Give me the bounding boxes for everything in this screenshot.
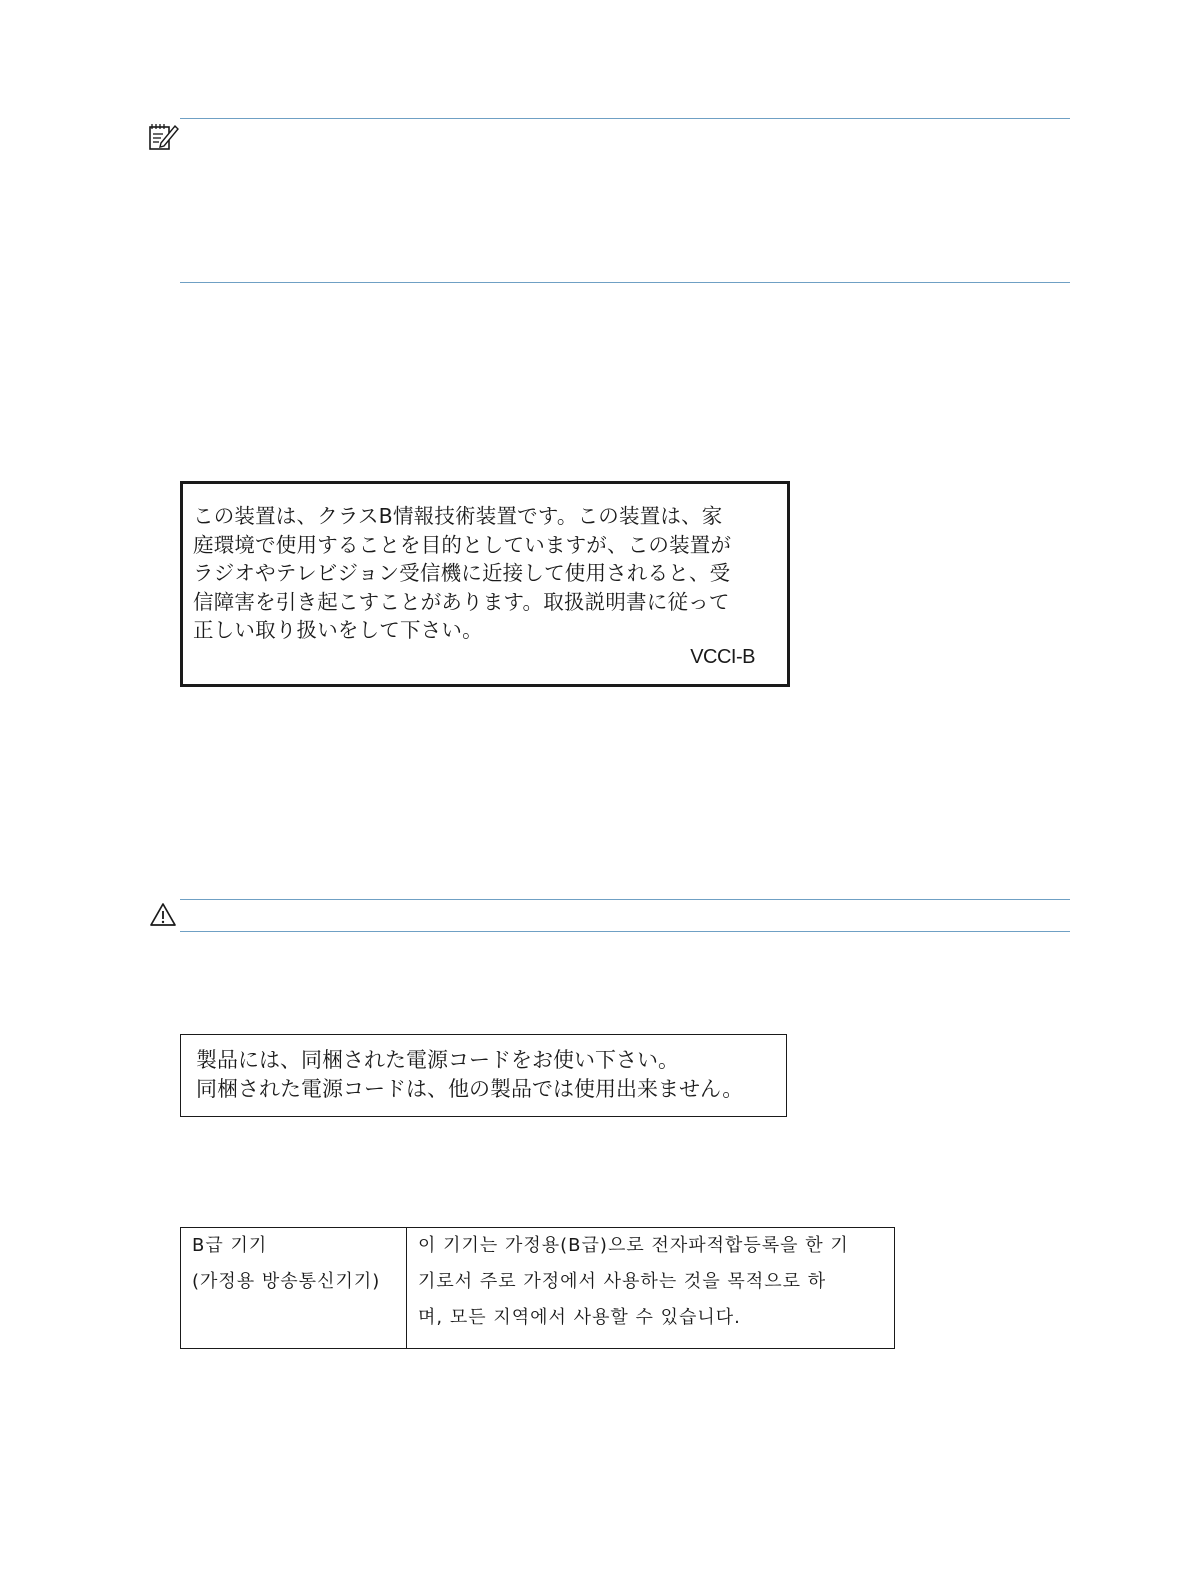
korea-class-b-table (180, 1227, 895, 1349)
vcci-mark: VCCI-B (690, 646, 755, 668)
vcci-text-line: この装置は、クラスB情報技術装置です。この装置は、家 (193, 504, 723, 528)
power-cord-text-line: 同梱された電源コードは、他の製品では使用出来ません。 (196, 1077, 744, 1101)
note-bottom-rule (180, 282, 1070, 283)
caution-top-rule (180, 899, 1070, 900)
note-pencil-icon (148, 122, 180, 156)
table-row (181, 1228, 895, 1349)
vcci-text-line: 正しい取り扱いをして下さい。 (193, 618, 483, 642)
device-class-line: (가정용 방송통신기기) (192, 1271, 381, 1292)
statement-line: 기로서 주로 가정에서 사용하는 것을 목적으로 하 (418, 1271, 827, 1292)
statement-cell (407, 1228, 895, 1349)
vcci-notice-box (180, 481, 790, 687)
device-class-line: B급 기기 (192, 1235, 268, 1256)
note-top-rule (180, 118, 1070, 119)
vcci-text-line: 信障害を引き起こすことがあります。取扱説明書に従って (193, 590, 730, 614)
caution-bottom-rule (180, 931, 1070, 932)
vcci-text-line: 庭環境で使用することを目的としていますが、この装置が (193, 533, 732, 557)
statement-line: 이 기기는 가정용(B급)으로 전자파적합등록을 한 기 (418, 1235, 849, 1256)
warning-triangle-icon (149, 902, 177, 931)
device-class-cell (181, 1228, 407, 1349)
vcci-text-line: ラジオやテレビジョン受信機に近接して使用されると、受 (193, 561, 731, 585)
power-cord-notice-box (180, 1034, 787, 1117)
statement-line: 며, 모든 지역에서 사용할 수 있습니다. (418, 1307, 741, 1328)
power-cord-text-line: 製品には、同梱された電源コードをお使い下さい。 (196, 1048, 679, 1072)
